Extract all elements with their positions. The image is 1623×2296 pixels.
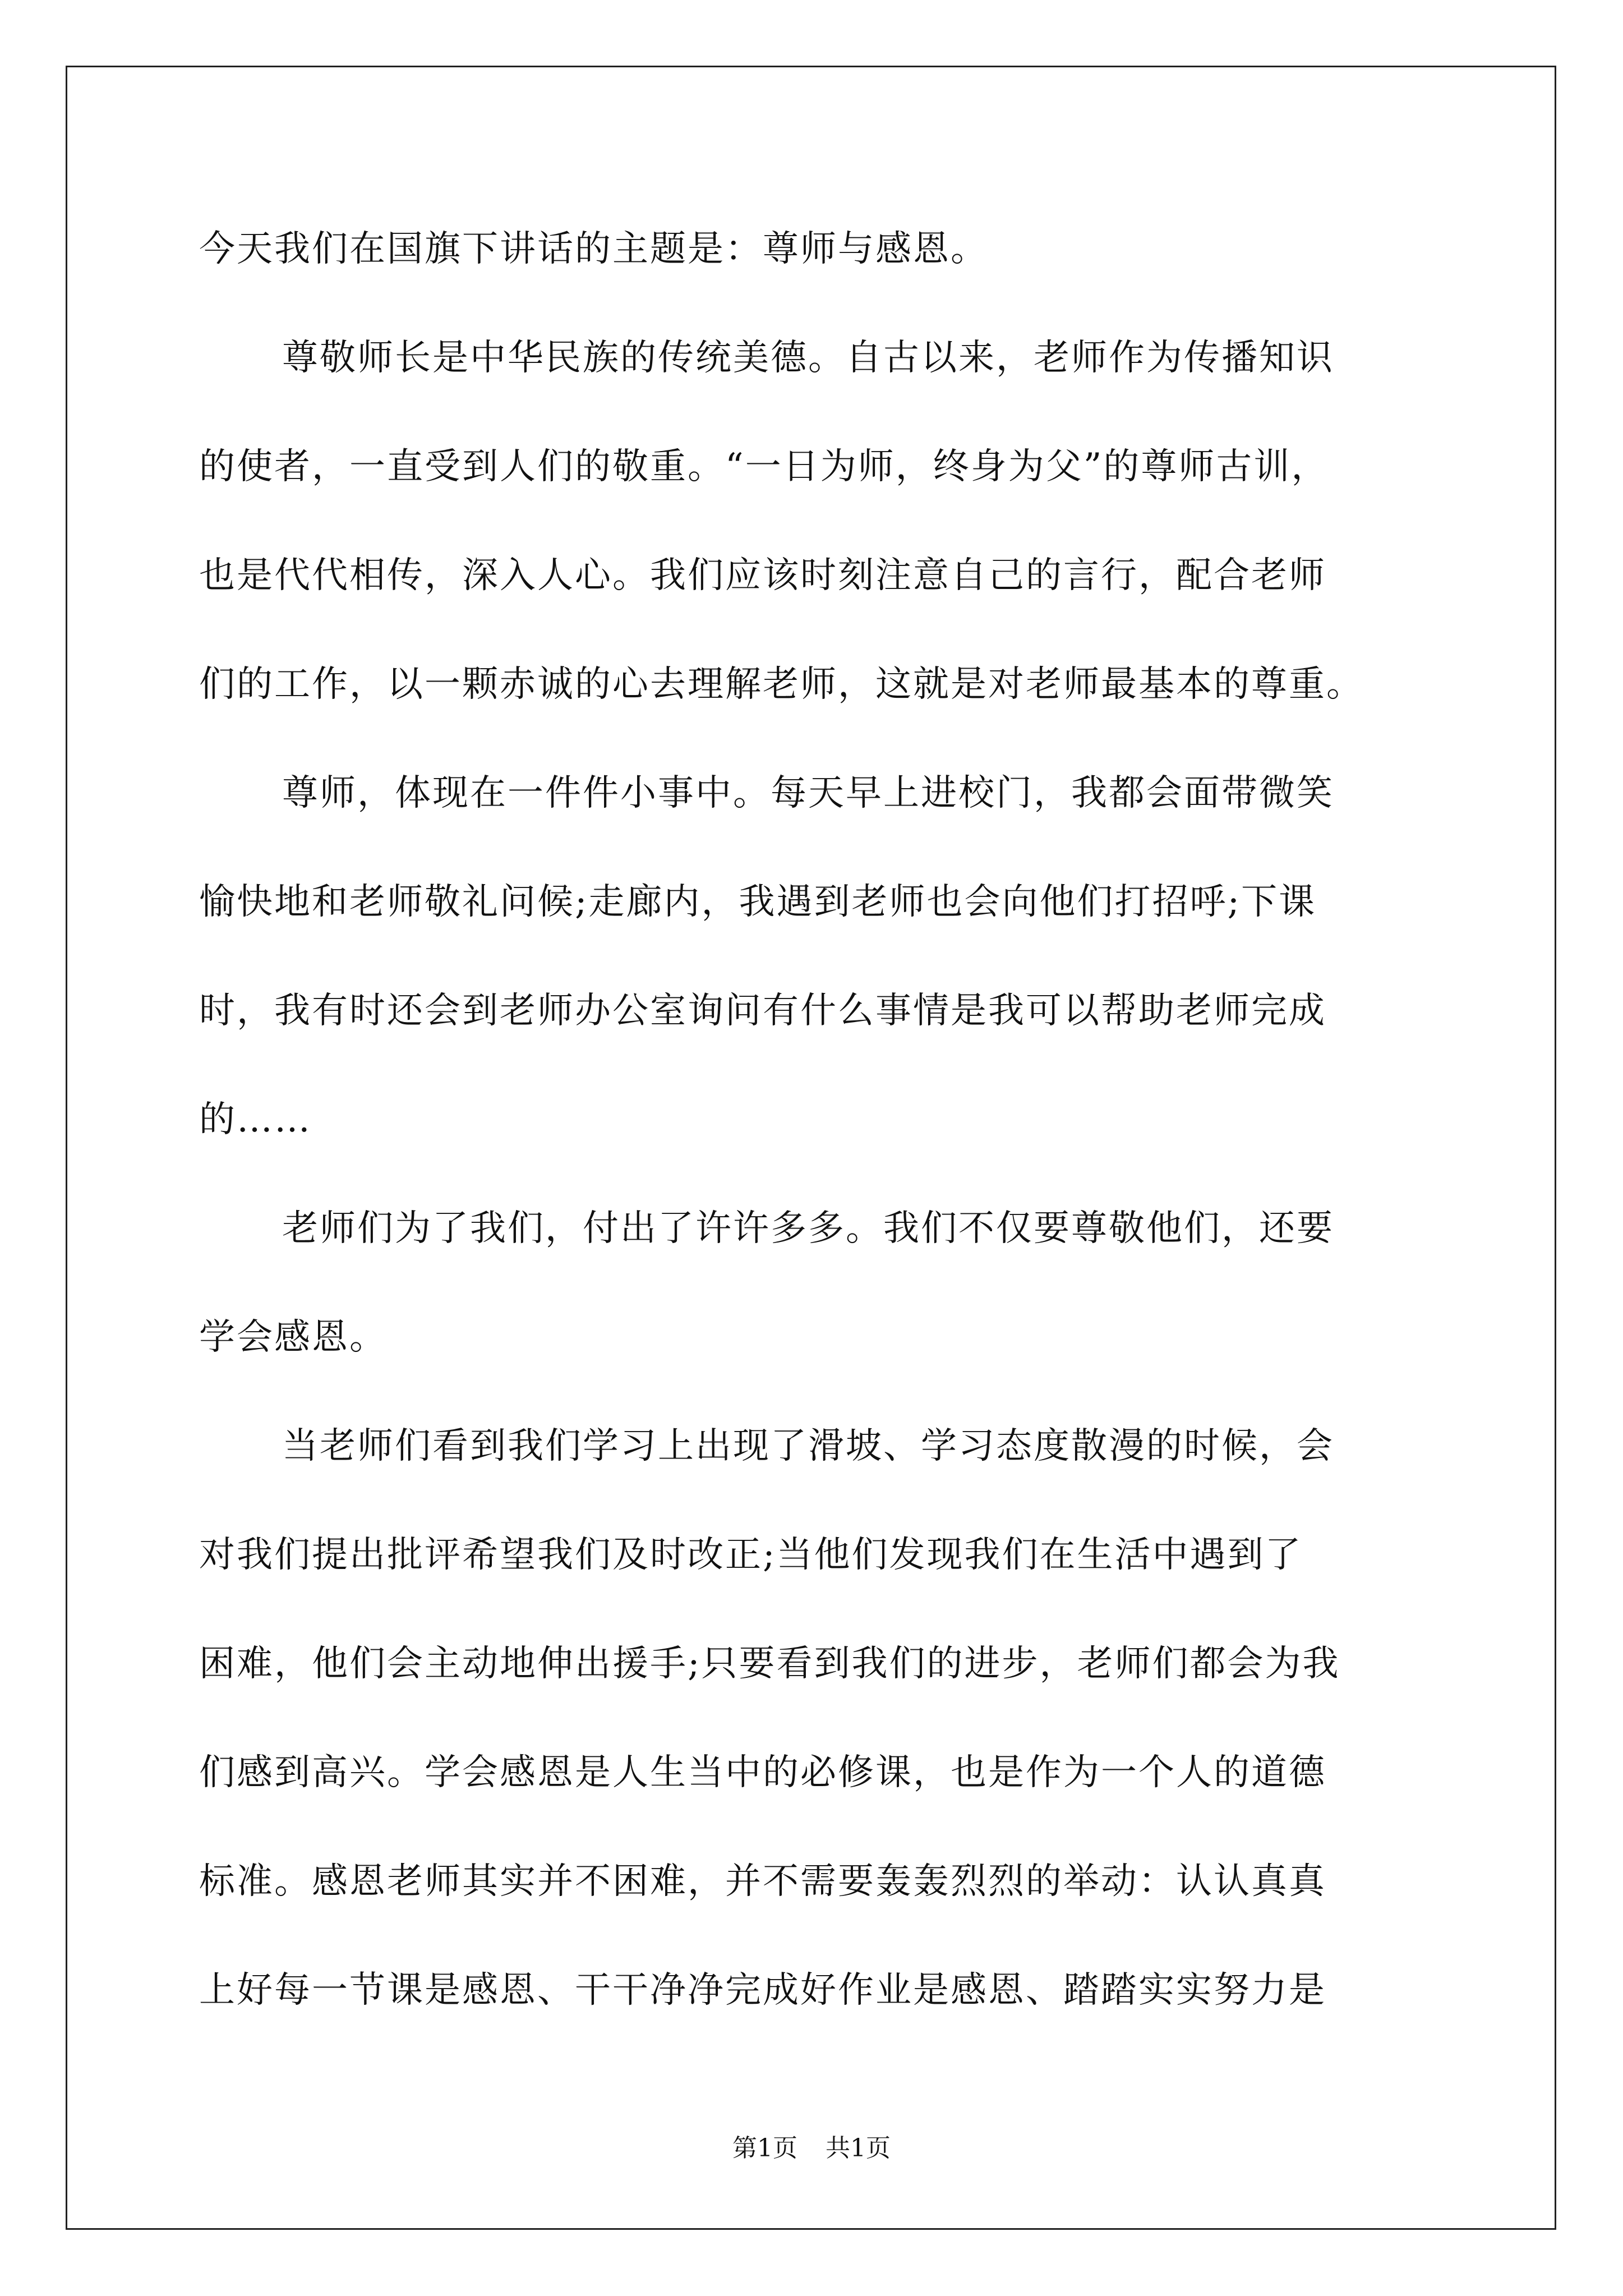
paragraph-line: 对我们提出批评希望我们及时改正;当他们发现我们在生活中遇到了 bbox=[199, 1534, 1303, 1576]
page-number-total: 共1页 bbox=[826, 2134, 891, 2162]
paragraph-line: 学会感恩。 bbox=[199, 1317, 387, 1358]
paragraph-line: 们的工作，以一颗赤诚的心去理解老师，这就是对老师最基本的尊重。 bbox=[199, 664, 1364, 705]
paragraph-line: 标准。感恩老师其实并不困难，并不需要轰轰烈烈的举动：认认真真 bbox=[199, 1861, 1326, 1902]
paragraph-line: 们感到高兴。学会感恩是人生当中的必修课，也是作为一个人的道德 bbox=[199, 1752, 1326, 1793]
page-footer bbox=[0, 2132, 1623, 2165]
paragraph-line: 尊师，体现在一件件小事中。每天早上进校门，我都会面带微笑 bbox=[282, 772, 1334, 814]
paragraph-line: 时，我有时还会到老师办公室询问有什么事情是我可以帮助老师完成 bbox=[199, 990, 1326, 1032]
paragraph-line: 当老师们看到我们学习上出现了滑坡、学习态度散漫的时候，会 bbox=[282, 1425, 1334, 1467]
page-number-current: 第1页 bbox=[732, 2134, 797, 2162]
paragraph-line: 的…… bbox=[199, 1099, 312, 1140]
paragraph-line: 上好每一节课是感恩、干干净净完成好作业是感恩、踏踏实实努力是 bbox=[199, 1970, 1326, 2011]
paragraph-line: 困难，他们会主动地伸出援手;只要看到我们的进步，老师们都会为我 bbox=[199, 1643, 1340, 1685]
paragraph-line: 尊敬师长是中华民族的传统美德。自古以来，老师作为传播知识 bbox=[282, 337, 1334, 379]
paragraph-line: 老师们为了我们，付出了许许多多。我们不仅要尊敬他们，还要 bbox=[282, 1208, 1334, 1249]
paragraph-line: 的使者，一直受到人们的敬重。“一日为师，终身为父”的尊师古训， bbox=[199, 446, 1329, 487]
paragraph-line: 愉快地和老师敬礼问候;走廊内，我遇到老师也会向他们打招呼;下课 bbox=[199, 881, 1317, 923]
paragraph-line: 今天我们在国旗下讲话的主题是：尊师与感恩。 bbox=[199, 228, 988, 270]
paragraph-line: 也是代代相传，深入人心。我们应该时刻注意自己的言行，配合老师 bbox=[199, 555, 1326, 596]
